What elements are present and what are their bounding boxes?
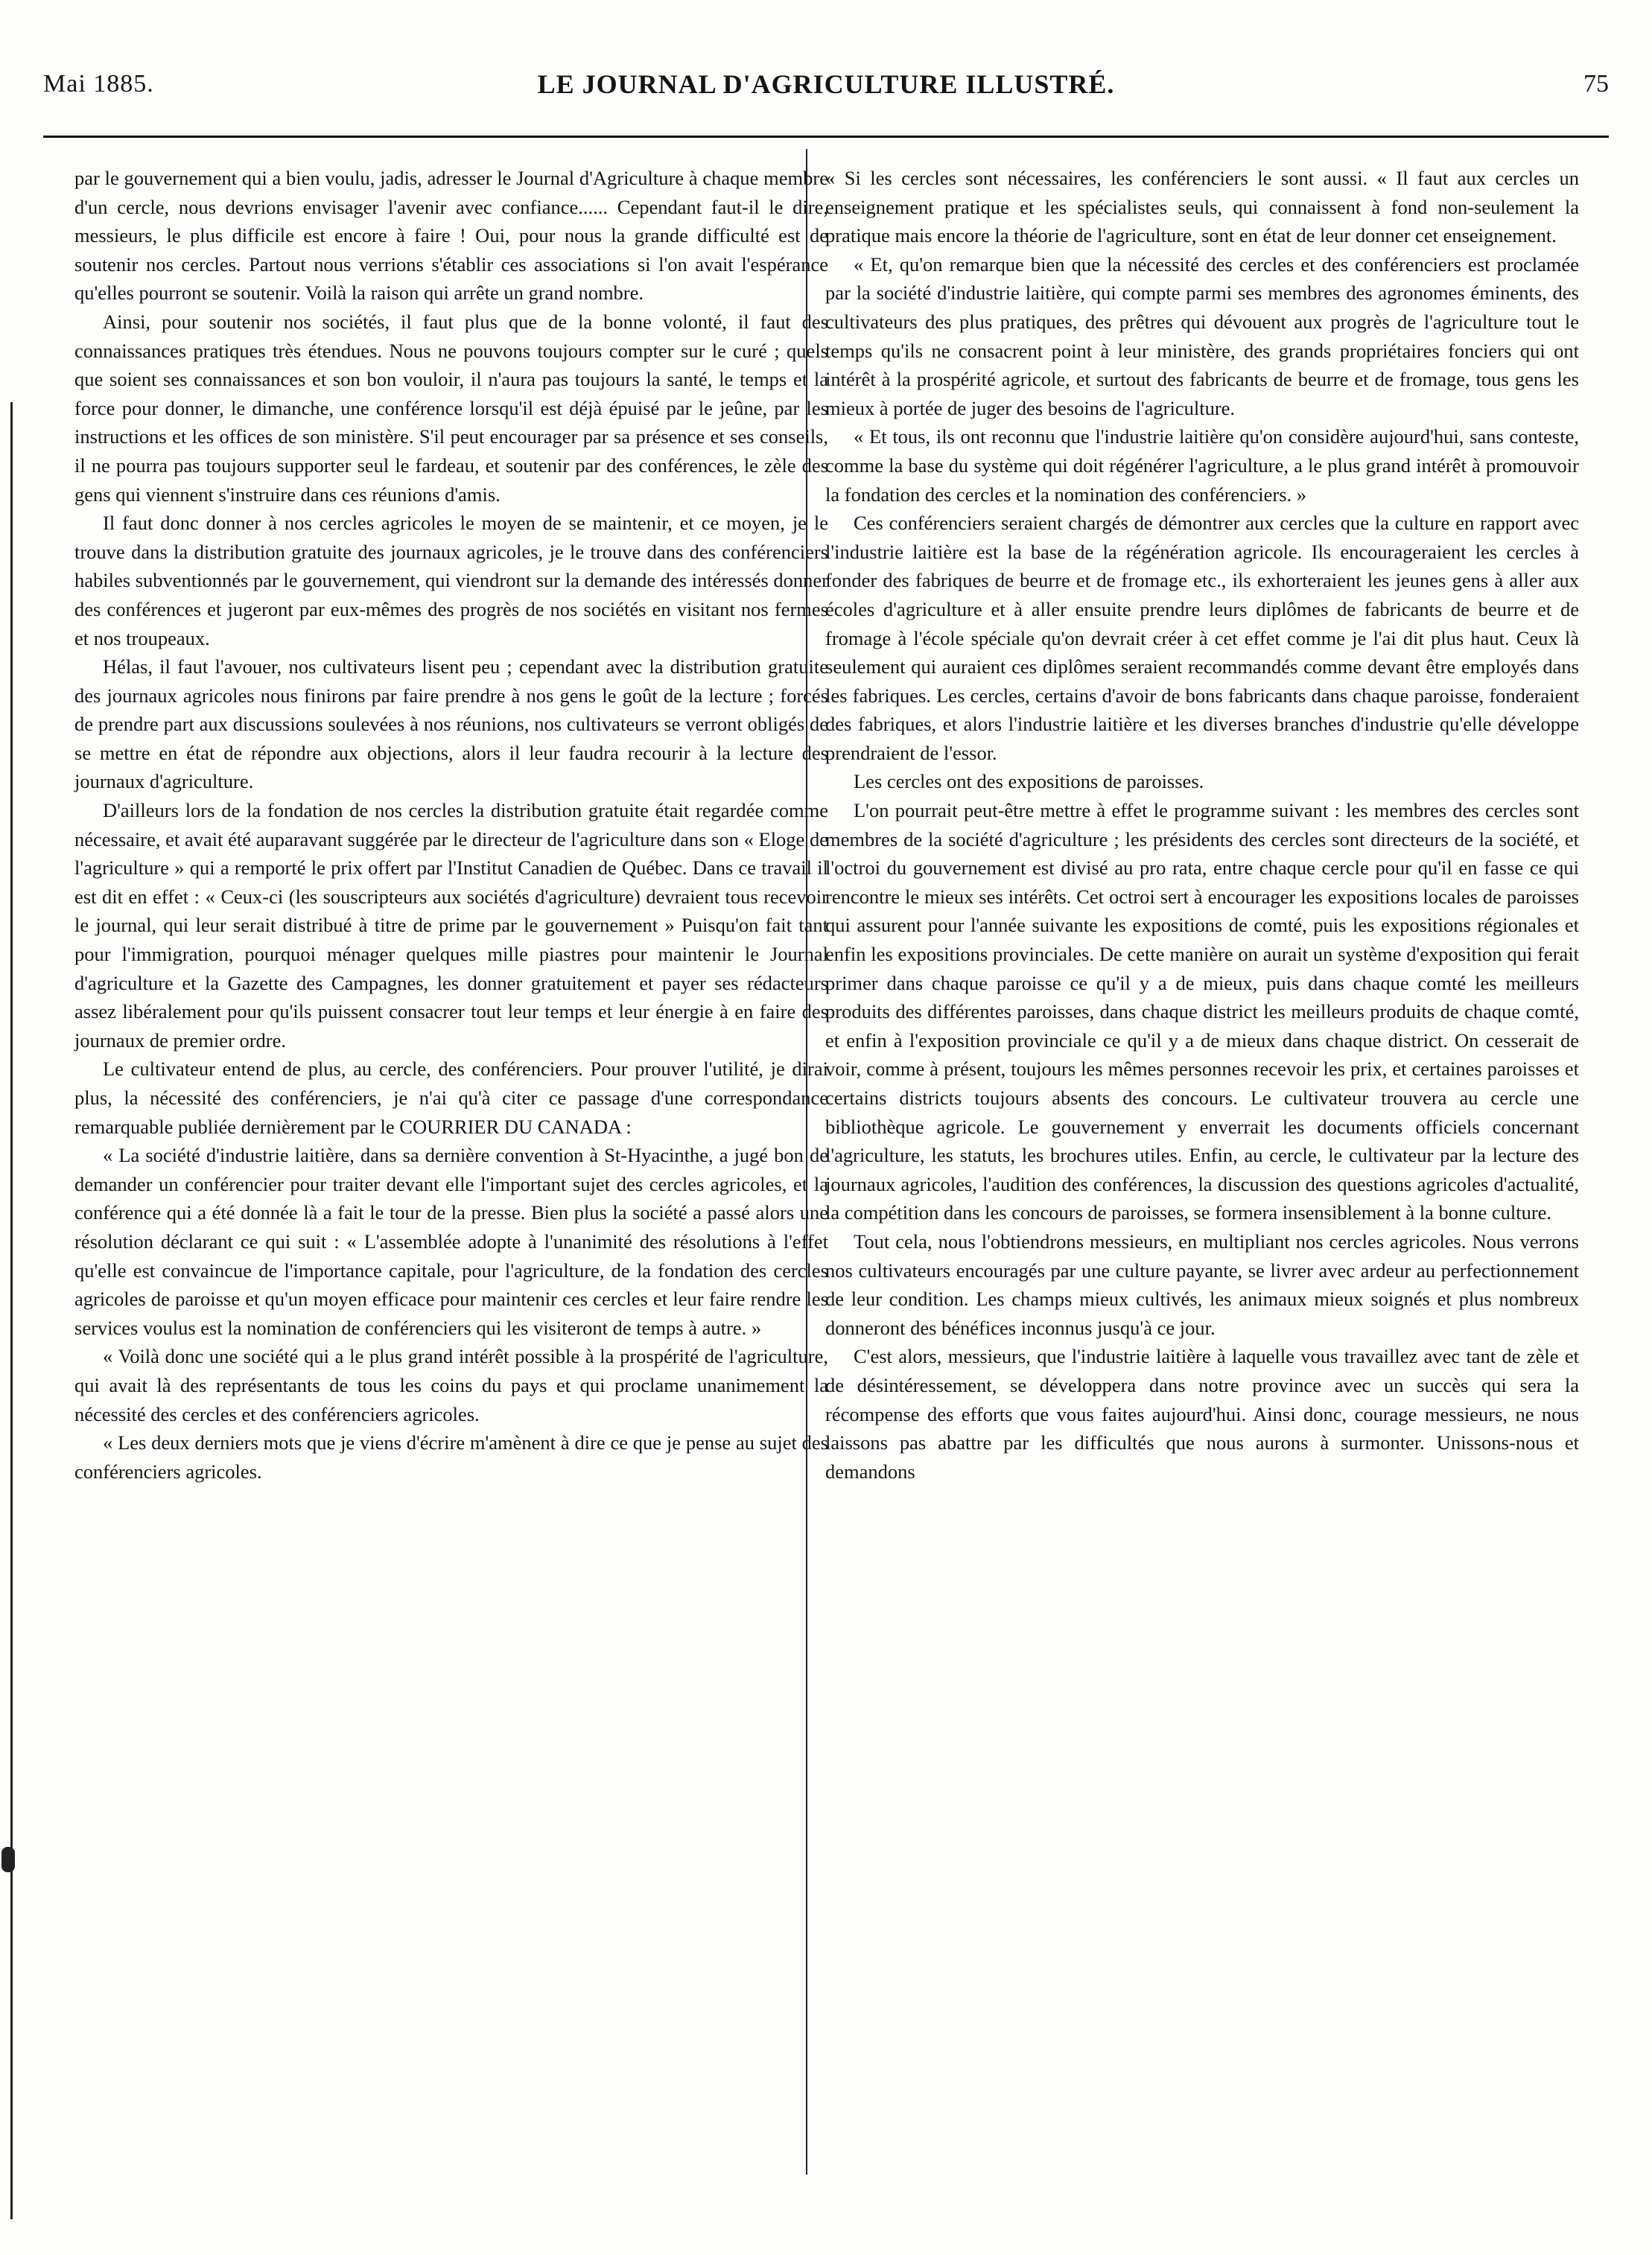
paragraph: Les cercles ont des expositions de paroisses. <box>854 770 1204 793</box>
running-head <box>43 64 1609 109</box>
paragraph: C'est alors, messieurs, que l'industrie laitière à laquelle vous travaillez avec tant de zèle et de désintéressement, se développera dans notre province avec un succès qui sera la récompense des efforts que vous faites aujourd'hui. Ainsi donc, courage messieurs, ne nous laissons pas abattre par les difficultés que nous aurons à surmonter. Unissons-nous et demandons <box>825 1345 1579 1483</box>
paragraph: Il faut donc donner à nos cercles agricoles le moyen de se maintenir, et ce moyen, je le trouve dans la distribution gratuite des journaux agricoles, je le trouve dans des conférenciers habiles subventionnés par le gouvernement, qui viendront sur la demande des intéressés donner des conférences et jugeront par eux-mêmes des progrès de nos sociétés en visitant nos fermes et nos troupeaux. <box>74 512 828 649</box>
journal-title: LE JOURNAL D'AGRICULTURE ILLUSTRÉ. <box>537 69 1115 99</box>
quoted-paragraph: « Et, qu'on remarque bien que la nécessité des cercles et des conférenciers est proclamée par la société d'industrie laitière, qui compte parmi ses membres des agronomes éminents, des cultivateurs des plus pratiques, des prêtres qui dévouent aux progrès de l'agriculture tout le temps qu'ils ne consacrent point à leur ministère, des grands propriétaires fonciers qui ont intérêt à la prospérité agricole, et surtout des fabricants de beurre et de fromage, tous gens les mieux à portée de juger des besoins de l'agriculture. <box>825 252 1579 419</box>
paragraph: Hélas, il faut l'avouer, nos cultivateurs lisent peu ; cependant avec la distribution gratuite des journaux agricoles nous finirons par faire prendre à nos gens le goût de la lecture ; forcés de prendre part aux discussions soulevées à nos réunions, nos cultivateurs se verront obligés de se mettre en état de répondre aux objections, alors il leur faudra recourir à la lecture des journaux d'agriculture. <box>74 655 828 793</box>
quoted-paragraph: « La société d'industrie laitière, dans sa dernière convention à St-Hyacinthe, a jugé bon de demander un conférencier pour traiter devant elle l'important sujet des cercles agricoles, et la conférence qui a été donnée là a fait le tour de la presse. Bien plus la société a passé alors une résolution déclarant ce qui suit : « L'assemblée adopte à l'unanimité des résolutions à l'effet qu'elle est convaincue de l'importance capitale, pour l'agriculture, de la fondation des cercles agricoles de paroisse et qu'un moyen efficace pour maintenir ces cercles et leur faire rendre les services voulus est la nomination de conférenciers qui les visiteront de temps à autre. » <box>74 1144 828 1339</box>
quoted-paragraph: « Les deux derniers mots que je viens d'écrire m'amènent à dire ce que je pense au sujet des conférenciers agricoles. <box>74 1431 828 1483</box>
issue-date: Mai 1885. <box>43 70 154 98</box>
paragraph: D'ailleurs lors de la fondation de nos cercles la distribution gratuite était regardée comme nécessaire, et avait été auparavant suggérée par le directeur de l'agriculture dans son « Eloge de l'agriculture » qui a remporté le prix offert par l'Institut Canadien de Québec. Dans ce travail il est dit en effet : « Ceux-ci (les souscripteurs aux sociétés d'agriculture) devraient tous recevoir le journal, qui leur serait distribué à titre de prime par le gouvernement » Puisqu'on fait tant pour l'immigration, pourquoi ménager quelques mille piastres pour maintenir le Journal d'agriculture et la Gazette des Campagnes, les donner gratuitement et payer ses rédacteurs assez libéralement pour qu'ils puissent consacrer tout leur temps et leur énergie à en faire des journaux de premier ordre. <box>74 799 828 1052</box>
quoted-paragraph: « Si les cercles sont nécessaires, les conférenciers le sont aussi. « Il faut aux cercles un enseignement pratique et les spécialistes seuls, qui connaissent à fond non-seulement la pratique mais encore la théorie de l'agriculture, sont en état de leur donner cet enseignement. <box>825 167 1579 247</box>
quoted-paragraph: « Voilà donc une société qui a le plus grand intérêt possible à la prospérité de l'agriculture, qui avait là des représentants de tous les coins du pays et qui proclame unanimement la nécessité des cercles et des conférenciers agricoles. <box>74 1345 828 1425</box>
left-column <box>74 164 828 1486</box>
paragraph: Tout cela, nous l'obtiendrons messieurs, en multipliant nos cercles agricoles. Nous verrons nos cultivateurs encouragés par une culture payante, se livrer avec ardeur au perfectionnement de leur condition. Les champs mieux cultivés, les animaux mieux soignés et plus nombreux donneront des bénéfices inconnus jusqu'à ce jour. <box>825 1230 1579 1339</box>
scan-edge-line <box>10 402 13 2219</box>
right-column <box>825 164 1579 1486</box>
page-number: 75 <box>1583 70 1609 98</box>
binding-mark <box>1 1847 15 1872</box>
paragraph: L'on pourrait peut-être mettre à effet le programme suivant : les membres des cercles sont membres de la société d'agriculture ; les présidents des cercles sont directeurs de la société, et l'octroi du gouvernement est divisé au pro rata, entre chaque cercle pour qu'il en fasse ce qui rencontre le mieux ses intérêts. Cet octroi sert à encourager les expositions locales de paroisses qui assurent pour l'année suivante les expositions de comté, puis les expositions régionales et enfin les expositions provinciales. De cette manière on aurait un système d'exposition qui ferait primer dans chaque paroisse ce qu'il y a de mieux, puis dans chaque comté les meilleurs produits des différentes paroisses, dans chaque district les meilleurs produits de chaque comté, et enfin à l'exposition provinciale ce qu'il y a de mieux dans chaque district. On cesserait de voir, comme à présent, toujours les mêmes personnes recevoir les prix, et certaines paroisses et certains districts toujours absents des concours. Le cultivateur trouvera au cercle une bibliothèque agricole. Le gouvernement y enverrait les documents officiels concernant l'agriculture, les statuts, les brochures utiles. Enfin, au cercle, le cultivateur par la lecture des journaux agricoles, l'audition des conférences, la discussion des questions agricoles d'actualité, la compétition dans les concours de paroisses, se formera insensiblement à la bonne culture. <box>825 799 1579 1224</box>
paragraph: Ainsi, pour soutenir nos sociétés, il faut plus que de la bonne volonté, il faut des connaissances pratiques très étendues. Nous ne pouvons toujours compter sur le curé ; quels que soient ses connaissances et son bon vouloir, il n'aura pas toujours la santé, le temps et la force pour donner, le dimanche, une conférence lorsqu'il est déjà épuisé par le jeûne, par les instructions et les offices de son ministère. S'il peut encourager par sa présence et ses conseils, il ne pourra pas toujours supporter seul le fardeau, et soutenir par des conférences, le zèle des gens qui viennent s'instruire dans ces réunions d'amis. <box>74 310 828 506</box>
quoted-paragraph: « Et tous, ils ont reconnu que l'industrie laitière qu'on considère aujourd'hui, sans conteste, comme la base du système qui doit régénérer l'agriculture, a le plus grand intérêt à promouvoir la fondation des cercles et la nomination des conférenciers. » <box>825 425 1579 506</box>
header-rule <box>43 136 1609 138</box>
paragraph: Ces conférenciers seraient chargés de démontrer aux cercles que la culture en rapport avec l'industrie laitière est la base de la régénération agricole. Ils encourageraient les cercles à fonder des fabriques de beurre et de fromage etc., ils exhorteraient les jeunes gens à aller aux écoles d'agriculture et à aller ensuite prendre leurs diplômes de fabricants de beurre et de fromage à l'école spéciale qu'on devrait créer à cet effet comme je l'ai dit plus haut. Ceux là seulement qui auraient ces diplômes seraient recommandés comme devant être employés dans les fabriques. Les cercles, certains d'avoir de bons fabricants dans chaque paroisse, fonderaient des fabriques, et alors l'industrie laitière et les diverses branches d'industrie qu'elle développe prendraient de l'essor. <box>825 512 1579 764</box>
column-divider <box>806 149 807 2175</box>
paragraph: Le cultivateur entend de plus, au cercle, des conférenciers. Pour prouver l'utilité, je dirai plus, la nécessité des conférenciers, je n'ai qu'à citer ce passage d'une correspondance remarquable publiée dernièrement par le COURRIER DU CANADA : <box>74 1057 828 1138</box>
paragraph: par le gouvernement qui a bien voulu, jadis, adresser le Journal d'Agriculture à chaque membre d'un cercle, nous devrions envisager l'avenir avec confiance...... Cependant faut-il le dire, messieurs, le plus difficile est encore à faire ! Oui, pour nous la grande difficulté est de soutenir nos cercles. Partout nous verrions s'établir ces associations si l'on avait l'espérance qu'elles pourront se soutenir. Voilà la raison qui arrête un grand nombre. <box>74 167 828 305</box>
